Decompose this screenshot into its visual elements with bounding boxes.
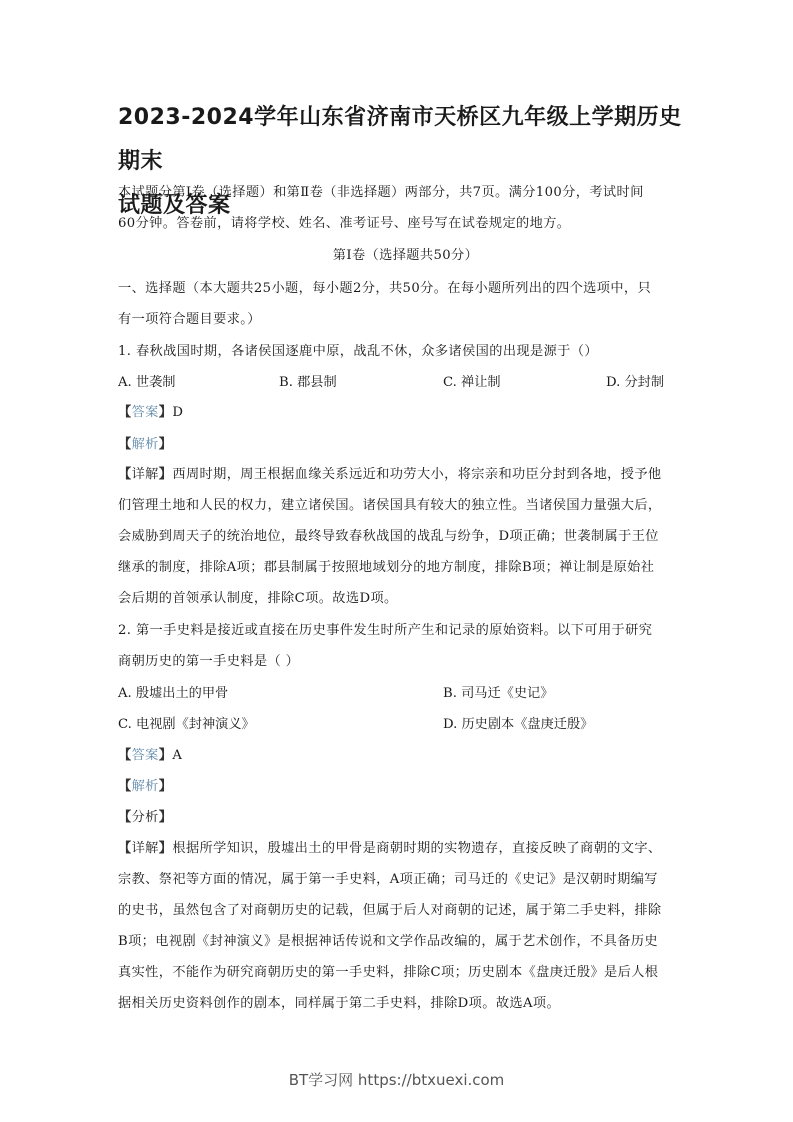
question-2-detail-line-3: 的史书，虽然包含了对商朝历史的记载，但属于后人对商朝的记述，属于第二手史料，排除 bbox=[118, 903, 662, 918]
question-2-stem-line-1: 2. 第一手史料是接近或直接在历史事件发生时所产生和记录的原始资料。以下可用于研究 bbox=[118, 623, 653, 638]
intro-line-1: 本试题分第Ⅰ卷（选择题）和第Ⅱ卷（非选择题）两部分，共7页。满分100分，考试时间 bbox=[118, 185, 644, 200]
question-1-detail-line-5: 会后期的首领承认制度，排除C项。故选D项。 bbox=[118, 591, 398, 606]
intro-line-2: 60分钟。答卷前，请将学校、姓名、准考证号、座号写在试卷规定的地方。 bbox=[118, 216, 571, 231]
instructions-line-1: 一、选择题（本大题共25小题，每小题2分，共50分。在每小题所列出的四个选项中，只 bbox=[118, 281, 652, 296]
question-1-analysis-label: 【解析】 bbox=[118, 437, 173, 452]
question-2-option-a: A. 殷墟出土的甲骨 bbox=[118, 686, 229, 701]
question-2-answer: 【答案】A bbox=[118, 748, 183, 763]
question-2-detail-line-2: 宗教、祭祀等方面的情况，属于第一手史料，A项正确；司马迁的《史记》是汉朝时期编写 bbox=[118, 872, 658, 887]
footer-watermark: BT学习网 https://btxuexi.com bbox=[288, 1071, 505, 1089]
section-header: 第Ⅰ卷（选择题共50分） bbox=[332, 248, 479, 263]
question-2-detail-line-1: 【详解】根据所学知识，殷墟出土的甲骨是商朝时期的实物遗存，直接反映了商朝的文字、 bbox=[118, 841, 662, 856]
title-line-2: 试题及答案 bbox=[118, 193, 231, 218]
question-2-fenxi-label: 【分析】 bbox=[118, 810, 173, 825]
question-1-option-c: C. 禅让制 bbox=[443, 375, 501, 390]
answer-label: 答案 bbox=[131, 405, 159, 420]
title-line-1: 2023-2024学年山东省济南市天桥区九年级上学期历史期末 bbox=[118, 105, 682, 174]
question-2-detail-line-4: B项；电视剧《封神演义》是根据神话传说和文学作品改编的，属于艺术创作，不具备历史 bbox=[118, 934, 658, 949]
question-1-detail-line-4: 继承的制度，排除A项；郡县制属于按照地域划分的地方制度，排除B项；禅让制是原始社 bbox=[118, 560, 655, 575]
answer-value: A bbox=[172, 748, 183, 763]
question-1-answer: 【答案】D bbox=[118, 405, 184, 420]
document-title bbox=[118, 96, 688, 228]
question-1-stem: 1. 春秋战国时期，各诸侯国逐鹿中原，战乱不休，众多诸侯国的出现是源于（） bbox=[118, 344, 598, 359]
question-1-option-a: A. 世袭制 bbox=[118, 375, 176, 390]
question-1-detail-line-1: 【详解】西周时期，周王根据血缘关系远近和功劳大小，将宗亲和功臣分封到各地，授予他 bbox=[118, 467, 662, 482]
question-2-option-b: B. 司马迁《史记》 bbox=[443, 686, 554, 701]
question-2-analysis-label: 【解析】 bbox=[118, 779, 173, 794]
question-1-option-b: B. 郡县制 bbox=[279, 375, 337, 390]
question-2-detail-line-6: 据相关历史资料创作的剧本，同样属于第二手史料，排除D项。故选A项。 bbox=[118, 996, 561, 1011]
question-2-stem-line-2: 商朝历史的第一手史料是（ ） bbox=[118, 654, 300, 669]
detail-label: 详解 bbox=[131, 467, 159, 482]
question-1-option-d: D. 分封制 bbox=[606, 375, 665, 390]
question-2-option-d: D. 历史剧本《盘庚迁殷》 bbox=[443, 717, 594, 732]
question-1-detail-line-2: 们管理土地和人民的权力，建立诸侯国。诸侯国具有较大的独立性。当诸侯国力量强大后， bbox=[118, 498, 662, 513]
instructions-line-2: 有一项符合题目要求。） bbox=[118, 312, 261, 327]
question-1-detail-line-3: 会威胁到周天子的统治地位，最终导致春秋战国的战乱与纷争，D项正确；世袭制属于王位 bbox=[118, 529, 659, 544]
question-2-option-c: C. 电视剧《封神演义》 bbox=[118, 717, 255, 732]
question-2-detail-line-5: 真实性，不能作为研究商朝历史的第一手史料，排除C项；历史剧本《盘庚迁殷》是后人根 bbox=[118, 965, 659, 980]
answer-value: D bbox=[172, 405, 184, 420]
